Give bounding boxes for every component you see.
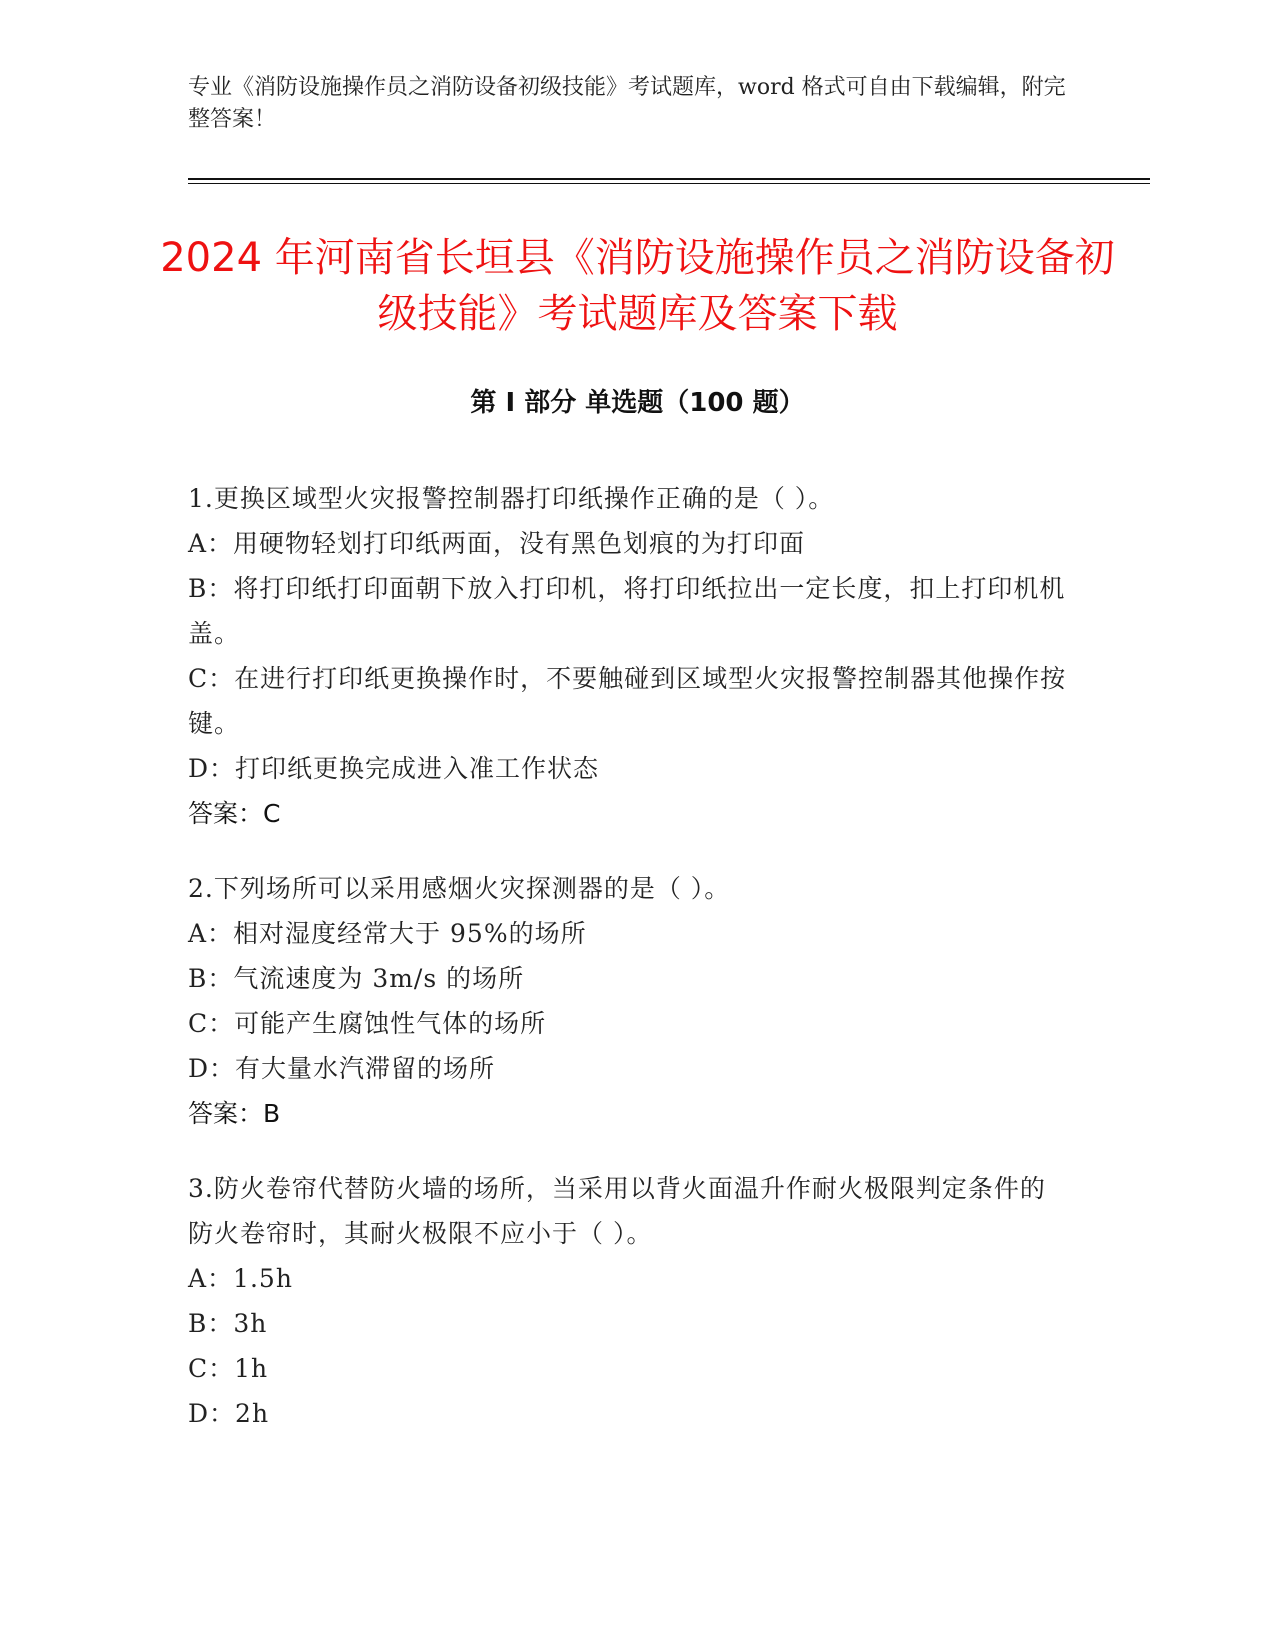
answer-label: 答案：C bbox=[188, 799, 281, 828]
option-b: B：将打印纸打印面朝下放入打印机，将打印纸拉出一定长度，扣上打印机机盖。 bbox=[188, 574, 1066, 648]
option-d: D：有大量水汽滞留的场所 bbox=[188, 1054, 496, 1083]
option-d: D：2h bbox=[188, 1399, 270, 1428]
option-a: A：1.5h bbox=[188, 1264, 293, 1293]
question-list bbox=[188, 476, 1068, 1466]
header-divider-thick bbox=[188, 178, 1150, 180]
option-c: C：1h bbox=[188, 1354, 269, 1383]
option-c: C：在进行打印纸更换操作时，不要触碰到区域型火灾报警控制器其他操作按键。 bbox=[188, 664, 1067, 738]
option-c: C：可能产生腐蚀性气体的场所 bbox=[188, 1009, 547, 1038]
question-3 bbox=[188, 1166, 1068, 1436]
question-2 bbox=[188, 866, 1068, 1136]
question-stem: 1.更换区域型火灾报警控制器打印纸操作正确的是（ ）。 bbox=[188, 484, 835, 513]
question-stem: 2.下列场所可以采用感烟火灾探测器的是（ ）。 bbox=[188, 874, 731, 903]
option-d: D：打印纸更换完成进入准工作状态 bbox=[188, 754, 600, 783]
answer-label: 答案：B bbox=[188, 1099, 281, 1128]
header-divider-thin bbox=[188, 183, 1150, 184]
question-1 bbox=[188, 476, 1068, 836]
option-b: B：气流速度为 3m/s 的场所 bbox=[188, 964, 525, 993]
header-note: 专业《消防设施操作员之消防设备初级技能》考试题库，word 格式可自由下载编辑，附完整答案！ bbox=[188, 75, 1066, 132]
option-b: B：3h bbox=[188, 1309, 268, 1338]
option-a: A：相对湿度经常大于 95%的场所 bbox=[188, 919, 587, 948]
section-heading: 第 I 部分 单选题（100 题） bbox=[470, 388, 805, 418]
option-a: A：用硬物轻划打印纸两面，没有黑色划痕的为打印面 bbox=[188, 529, 806, 558]
document-title: 2024 年河南省长垣县《消防设施操作员之消防设备初级技能》考试题库及答案下载 bbox=[160, 235, 1115, 337]
question-stem: 3.防火卷帘代替防火墙的场所，当采用以背火面温升作耐火极限判定条件的防火卷帘时，其耐火极限不应小于（ ）。 bbox=[188, 1174, 1046, 1248]
